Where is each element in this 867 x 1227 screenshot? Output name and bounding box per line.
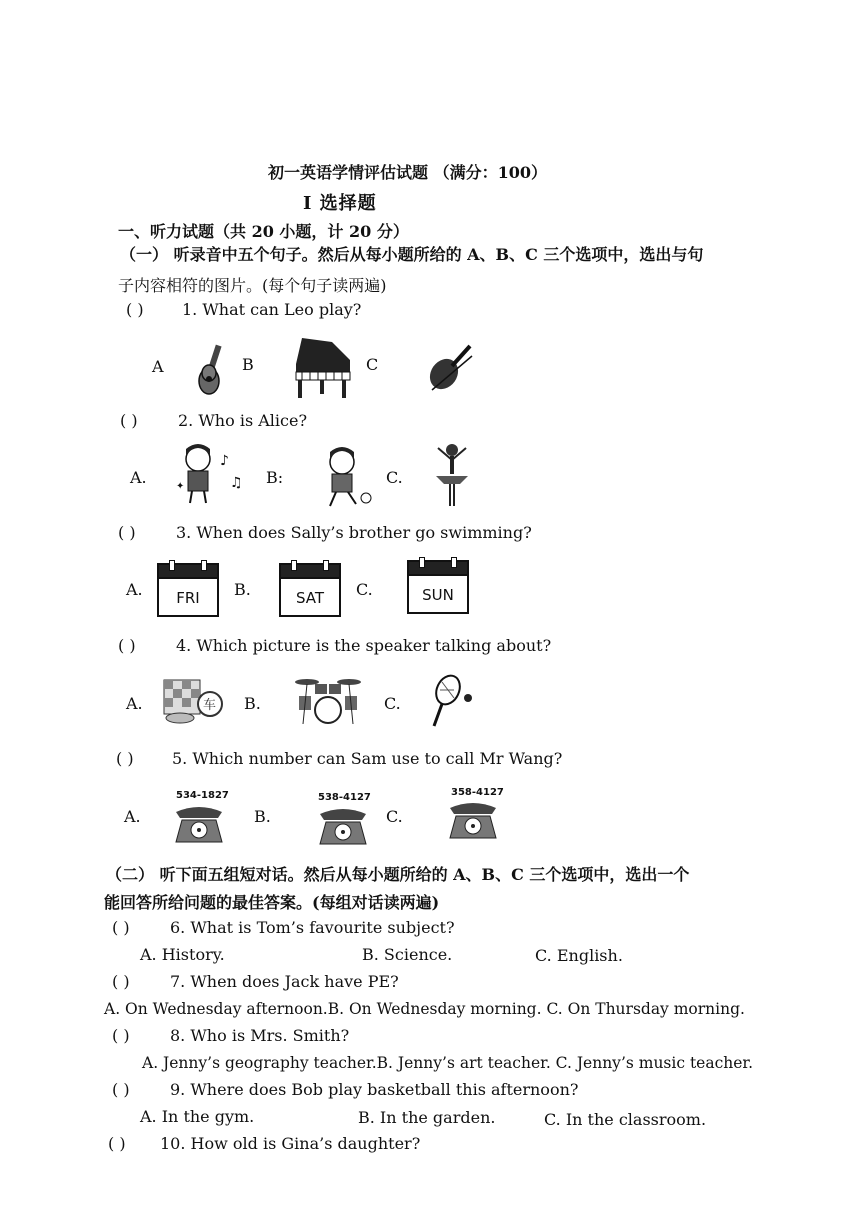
option-label-c: C. xyxy=(386,807,403,826)
listening-heading: 一、听力试题（共 20 小题，计 20 分） xyxy=(118,222,409,241)
ballet-dancer-icon[interactable] xyxy=(432,440,472,508)
phone-number: 538-4127 xyxy=(318,792,371,803)
sub1-instruction-line1: （一） 听录音中五个句子。然后从每小题所给的 A、B、C 三个选项中，选出与句 xyxy=(120,245,704,264)
option-b[interactable]: B. In the garden. xyxy=(358,1108,496,1127)
chess-icon[interactable] xyxy=(160,676,226,726)
question-10: 10. How old is Gina’s daughter? xyxy=(160,1134,421,1153)
option-label-a: A. xyxy=(126,580,143,599)
question-4: 4. Which picture is the speaker talking about? xyxy=(176,636,552,655)
answer-bracket[interactable]: ( ) xyxy=(112,918,130,937)
option-b[interactable]: B. Science. xyxy=(362,945,453,964)
option-c[interactable]: C. English. xyxy=(535,946,623,965)
question-6: 6. What is Tom’s favourite subject? xyxy=(170,918,455,937)
option-label-c: C. xyxy=(386,468,403,487)
girl-singing-icon[interactable] xyxy=(172,443,252,507)
question-3: 3. When does Sally’s brother go swimming? xyxy=(176,523,532,542)
answer-bracket[interactable]: ( ) xyxy=(118,523,136,542)
option-label-a: A. xyxy=(130,468,147,487)
telephone-icon[interactable] xyxy=(172,804,226,844)
answer-bracket[interactable]: ( ) xyxy=(112,972,130,991)
question-1: 1. What can Leo play? xyxy=(182,300,362,319)
telephone-icon[interactable] xyxy=(446,800,500,840)
guitar-icon[interactable] xyxy=(193,343,235,399)
calendar-day-fri: FRI xyxy=(176,589,200,607)
sub1-instruction-line2: 子内容相符的图片。(每个句子读两遍) xyxy=(118,276,387,295)
option-c[interactable]: C. In the classroom. xyxy=(544,1110,707,1129)
svg-text:♪: ♪ xyxy=(220,453,229,469)
part-heading: I 选择题 xyxy=(303,193,377,214)
calendar-icon[interactable] xyxy=(157,563,219,617)
tennis-racket-icon[interactable] xyxy=(430,672,474,730)
page-title: 初一英语学情评估试题 （满分：100） xyxy=(268,163,547,182)
calendar-day-sun: SUN xyxy=(422,586,454,604)
svg-text:♫: ♫ xyxy=(230,475,243,491)
question-9: 9. Where does Bob play basketball this afternoon? xyxy=(170,1080,579,1099)
calendar-icon[interactable] xyxy=(407,560,469,614)
question-5: 5. Which number can Sam use to call Mr Wang? xyxy=(172,749,563,768)
option-label-a: A. xyxy=(126,694,143,713)
svg-text:✦: ✦ xyxy=(176,481,185,492)
option-label-b: B: xyxy=(266,468,284,487)
violin-icon[interactable] xyxy=(424,342,476,394)
option-label-b: B xyxy=(242,355,254,374)
girl-football-icon[interactable] xyxy=(316,446,376,512)
calendar-day-sat: SAT xyxy=(295,589,325,607)
option-a[interactable]: A. In the gym. xyxy=(140,1107,255,1126)
option-label-b: B. xyxy=(234,580,251,599)
answer-bracket[interactable]: ( ) xyxy=(118,636,136,655)
options-line[interactable]: A. Jenny’s geography teacher.B. Jenny’s art teacher. C. Jenny’s music teacher. xyxy=(142,1054,754,1072)
option-label-a: A. xyxy=(124,807,141,826)
phone-number: 358-4127 xyxy=(451,787,504,798)
drums-icon[interactable] xyxy=(293,674,363,726)
sub2-instruction-line1: （二） 听下面五组短对话。然后从每小题所给的 A、B、C 三个选项中，选出一个 xyxy=(106,865,690,884)
phone-number: 534-1827 xyxy=(176,790,229,801)
question-7: 7. When does Jack have PE? xyxy=(170,972,399,991)
answer-bracket[interactable]: ( ) xyxy=(112,1026,130,1045)
options-line[interactable]: A. On Wednesday afternoon.B. On Wednesday morning. C. On Thursday morning. xyxy=(104,1000,745,1018)
option-label-a: A xyxy=(152,357,164,376)
question-8: 8. Who is Mrs. Smith? xyxy=(170,1026,350,1045)
option-a[interactable]: A. History. xyxy=(140,945,225,964)
answer-bracket[interactable]: ( ) xyxy=(116,749,134,768)
option-label-b: B. xyxy=(254,807,271,826)
answer-bracket[interactable]: ( ) xyxy=(126,300,144,319)
option-label-c: C. xyxy=(356,580,373,599)
answer-bracket[interactable]: ( ) xyxy=(112,1080,130,1099)
calendar-icon[interactable] xyxy=(279,563,341,617)
piano-icon[interactable] xyxy=(292,334,354,400)
option-label-c: C. xyxy=(384,694,401,713)
answer-bracket[interactable]: ( ) xyxy=(120,411,138,430)
answer-bracket[interactable]: ( ) xyxy=(108,1134,126,1153)
sub2-instruction-line2: 能回答所给问题的最佳答案。(每组对话读两遍) xyxy=(104,893,440,912)
option-label-b: B. xyxy=(244,694,261,713)
option-label-c: C xyxy=(366,355,379,374)
question-2: 2. Who is Alice? xyxy=(178,411,308,430)
svg-text:车: 车 xyxy=(203,698,217,713)
telephone-icon[interactable] xyxy=(316,806,370,846)
